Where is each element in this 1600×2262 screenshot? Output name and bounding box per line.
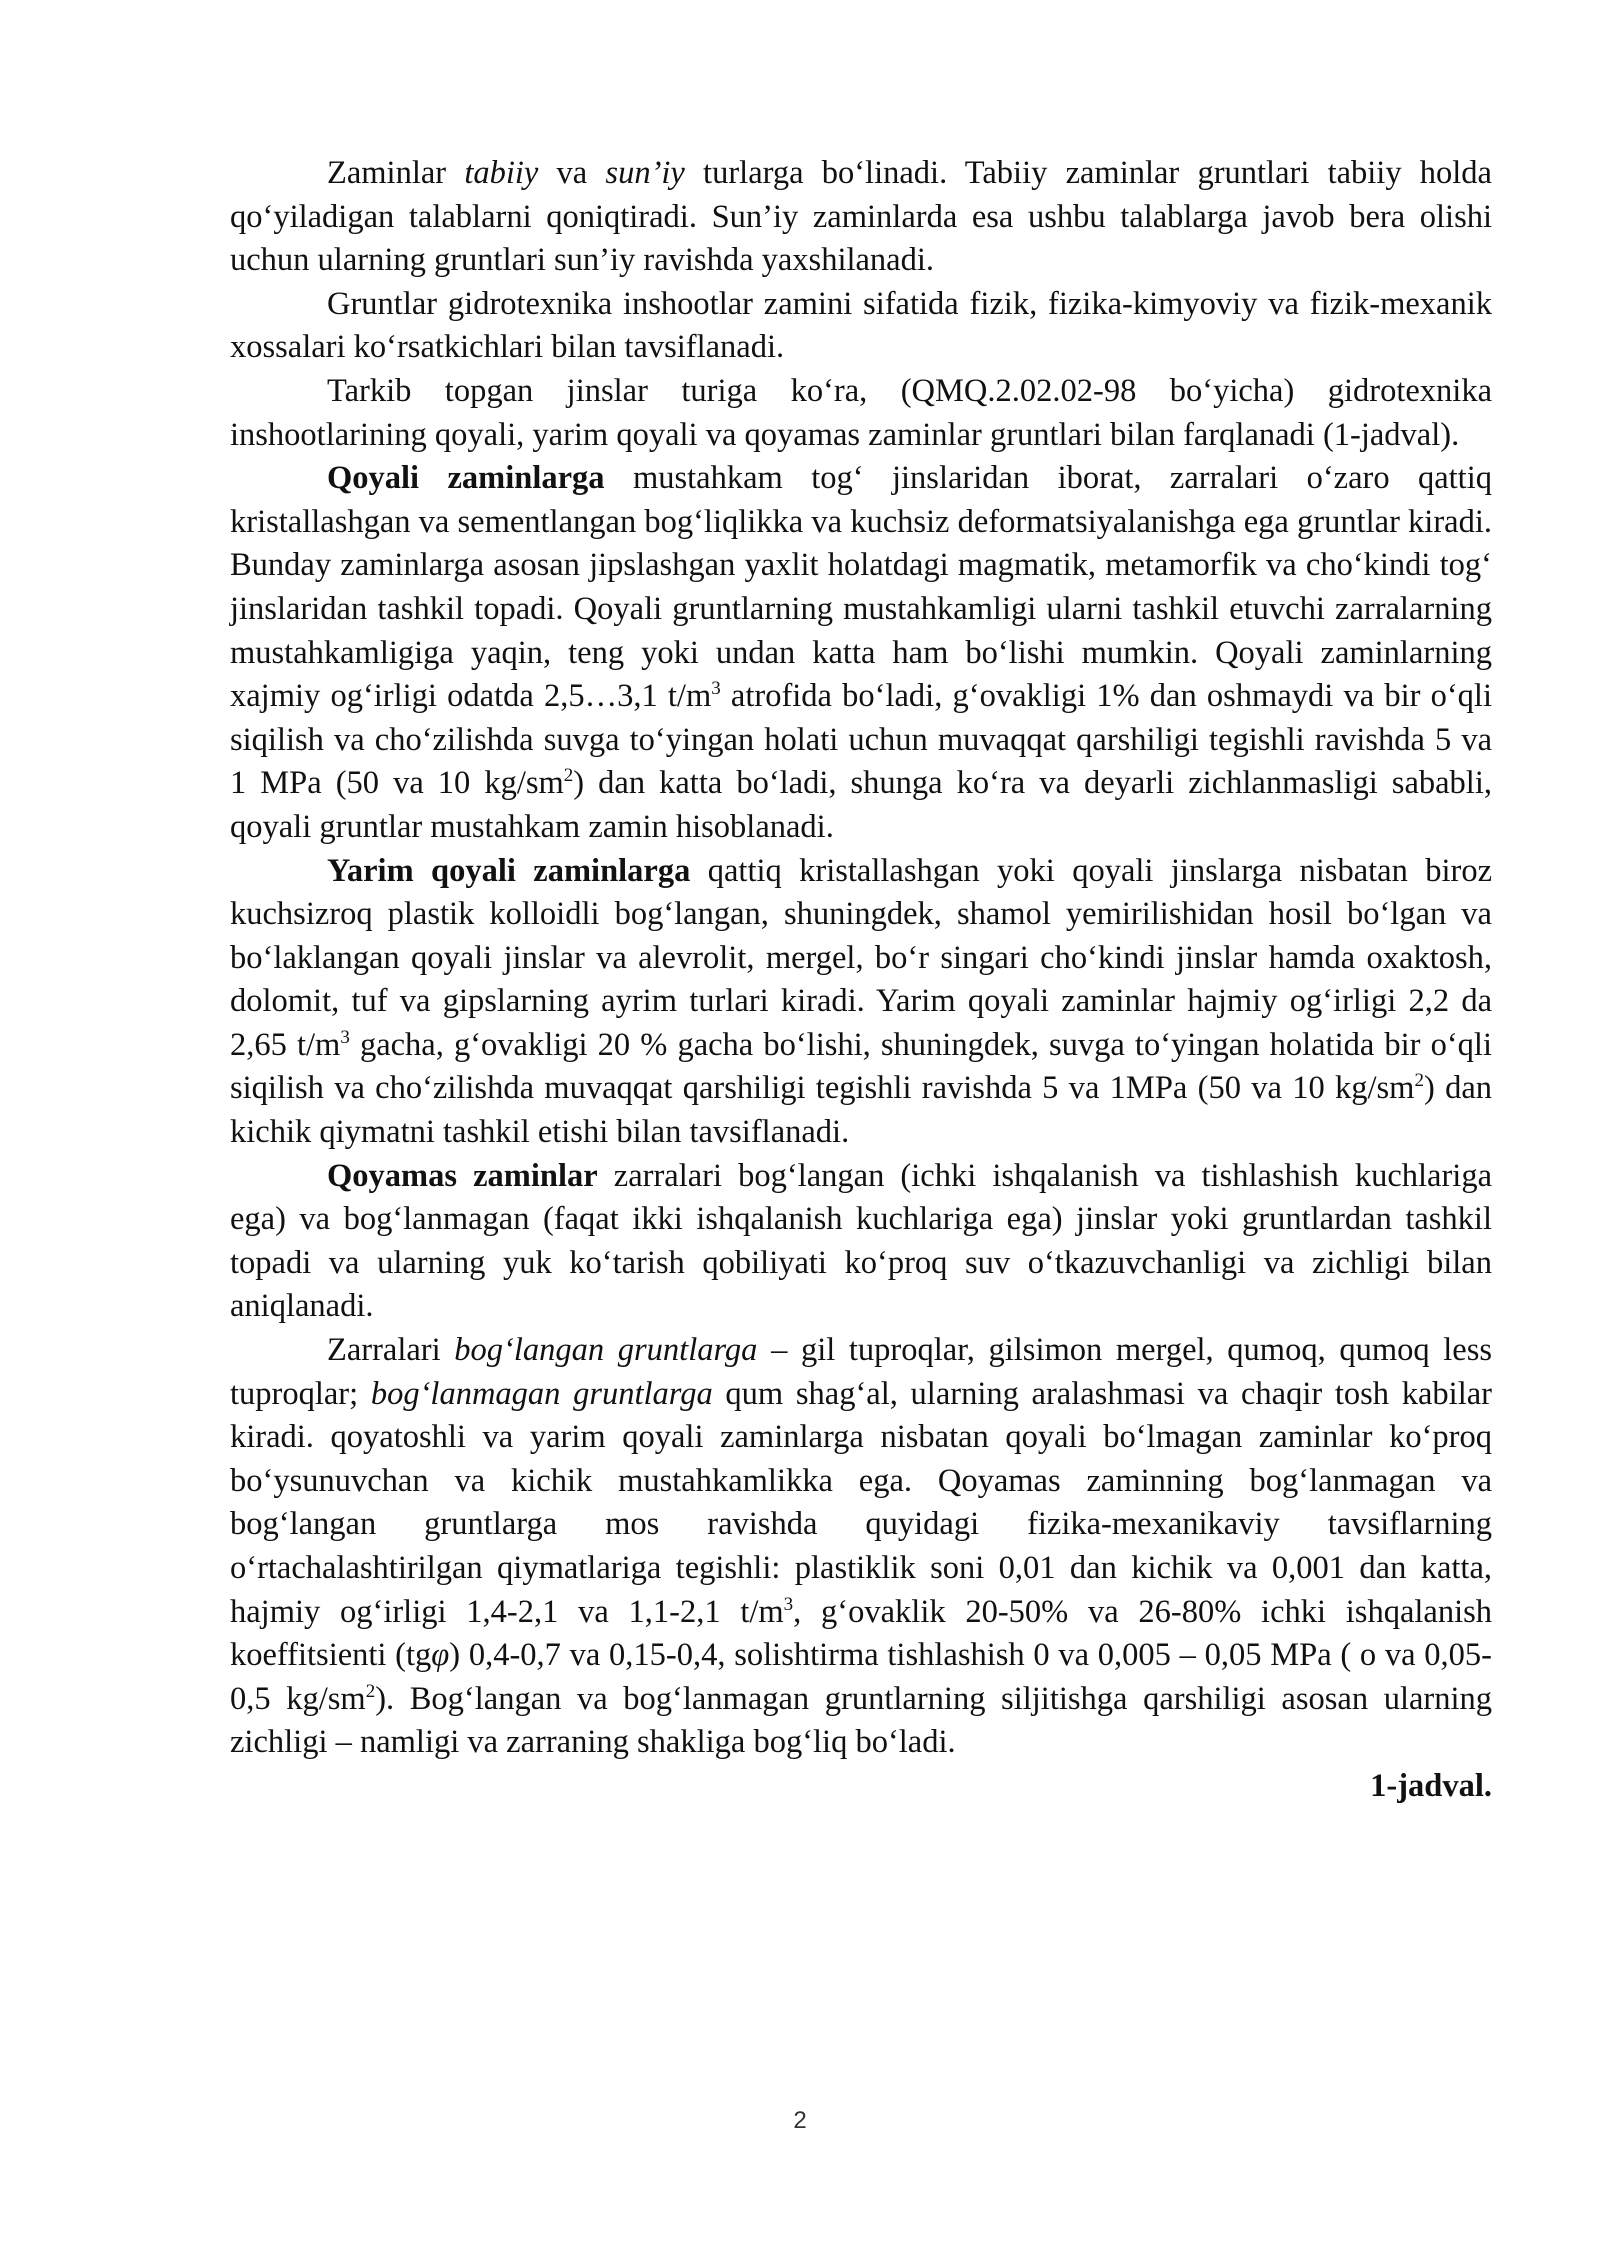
text-run: ). Bog‘langan va bog‘lanmagan gruntlarning siljitishga qarshiligi asosan ularning zichligi – namligi va zarraning shakliga bog‘liq bo‘ladi.	[230, 1680, 1492, 1761]
italic-term: bog‘langan gruntlarga	[454, 1332, 758, 1369]
paragraph-4	[230, 457, 1492, 849]
paragraph-7	[230, 1329, 1492, 1765]
text-run: qum shag‘al, ularning aralashmasi va chaqir tosh kabilar kiradi. qoyatoshli va yarim qoyali zaminlarga nisbatan qoyali bo‘lmagan zaminlar ko‘proq bo‘ysunuvchan va kichik mustahkamlikka ega. Qoyamas zaminning bog‘lanmagan va bog‘langan gruntlarga mos ravishda quyidagi fizika-mexanikaviy tavsiflarning o‘rtachalashtirilgan qiymatlariga tegishli: plastiklik soni 0,01 dan kichik va 0,001 dan katta, hajmiy og‘irligi 1,4-2,1 va 1,1-2,1 t/m	[230, 1375, 1492, 1630]
text-run: mustahkam tog‘ jinslaridan iborat, zarralari o‘zaro qattiq kristallashgan va sementlangan bog‘liqlikka va kuchsiz deformatsiyalanishga ega gruntlar kiradi. Bunday zaminlarga asosan jipslashgan yaxlit holatdagi magmatik, metamorfik va cho‘kindi tog‘ jinslaridan tashkil topadi. Qoyali gruntlarning mustahkamligi ularni tashkil etuvchi zarralarning mustahkamligiga yaqin, teng yoki undan katta ham bo‘lishi mumkin. Qoyali zaminlarning xajmiy og‘irligi odatda 2,5…3,1 t/m	[230, 460, 1492, 715]
paragraph-6	[230, 1155, 1492, 1329]
table-reference: 1-jadval.	[1370, 1767, 1492, 1804]
paragraph-3	[230, 370, 1492, 457]
text-run: ) 0,4-0,7 va 0,15-0,4, solishtirma tishlashish 0 va 0,005 – 0,05 MPa ( o va 0,05-0,5 kg/sm	[230, 1637, 1492, 1717]
superscript: 2	[563, 765, 574, 787]
bold-term: Yarim qoyali zaminlarga	[327, 852, 691, 889]
text-run: va	[538, 155, 606, 191]
paragraph-1	[230, 152, 1492, 283]
text-run: turlarga bo‘linadi. Tabiiy zaminlar gruntlari tabiiy holda qo‘yiladigan talablarni qoniqtiradi. Sun’iy zaminlarda esa ushbu talablarga javob bera olishi uchun ularning gruntlari sun’iy ravishda yaxshilanadi.	[230, 155, 1492, 279]
text-run: Tarkib topgan jinslar turiga ko‘ra, (QMQ.2.02.02-98 bo‘yicha) gidrotexnika inshootlarining qoyali, yarim qoyali va qoyamas zaminlar gruntlari bilan farqlanadi (1-jadval).	[230, 372, 1492, 453]
superscript: 3	[783, 1593, 794, 1615]
text-run: ) dan katta bo‘ladi, shunga ko‘ra va deyarli zichlanmasligi sababli, qoyali gruntlar mustahkam zamin hisoblanadi.	[230, 765, 1492, 845]
superscript: 2	[1414, 1070, 1424, 1092]
page-number: 2	[793, 2107, 807, 2134]
text-run: zarralari bog‘langan (ichki ishqalanish va tishlashish kuchlariga ega) va bog‘lanmagan (faqat ikki ishqalanish kuchlariga ega) jinslar yoki gruntlardan tashkil topadi va ularning yuk ko‘tarish qobiliyati ko‘proq suv o‘tkazuvchanligi va zichligi bilan aniqlanadi.	[230, 1157, 1492, 1325]
italic-term: tabiiy	[464, 155, 539, 191]
superscript: 3	[340, 1027, 350, 1049]
superscript: 3	[711, 678, 721, 700]
text-run: Zarralari	[327, 1332, 455, 1369]
bold-term: Qoyali zaminlarga	[327, 460, 605, 497]
text-run: Gruntlar gidrotexnika inshootlar zamini sifatida fizik, fizika-kimyoviy va fizik-mexanik xossalari ko‘rsatkichlari bilan tavsiflanadi.	[230, 285, 1492, 366]
bold-term: Qoyamas zaminlar	[327, 1157, 598, 1194]
text-run: , g‘ovaklik 20-50% va 26-80% ichki ishqalanish koeffitsienti (tg	[230, 1593, 1493, 1674]
text-run: ) dan kichik qiymatni tashkil etishi bilan tavsiflanadi.	[230, 1070, 1492, 1151]
superscript: 2	[365, 1681, 376, 1703]
text-run: qattiq kristallashgan yoki qoyali jinslarga nisbatan biroz kuchsizroq plastik kolloidli bog‘langan, shuningdek, shamol yemirilishidan hosil bo‘lgan va bo‘laklangan qoyali jinslar va alevrolit, mergel, bo‘r singari cho‘kindi jinslar hamda oxaktosh, dolomit, tuf va gipslarning ayrim turlari kiradi. Yarim qoyali zaminlar hajmiy og‘irligi 2,2 da 2,65 t/m	[230, 852, 1492, 1063]
italic-term: bog‘lanmagan gruntlarga	[370, 1375, 713, 1412]
paragraph-5	[230, 850, 1492, 1155]
text-run: gacha, g‘ovakligi 20 % gacha bo‘lishi, shuningdek, suvga to‘yingan holatida bir o‘qli siqilish va cho‘zilishda muvaqqat qarshiligi tegishli ravishda 5 va 1MPa (50 va 10 kg/sm	[230, 1026, 1492, 1107]
body-text	[230, 152, 1492, 1809]
paragraph-2	[230, 283, 1492, 370]
text-run: Zaminlar	[327, 155, 465, 191]
phi-symbol: φ	[431, 1637, 450, 1674]
text-run: – gil tuproqlar, gilsimon mergel, qumoq, qumoq less tuproqlar;	[230, 1332, 1492, 1412]
italic-term: sun’iy	[605, 155, 685, 191]
text-run: atrofida bo‘ladi, g‘ovakligi 1% dan oshmaydi va bir o‘qli siqilish va cho‘zilishda suvga to‘yingan holati uchun muvaqqat qarshiligi tegishli ravishda 5 va 1 MPa (50 va 10 kg/sm	[230, 678, 1492, 802]
